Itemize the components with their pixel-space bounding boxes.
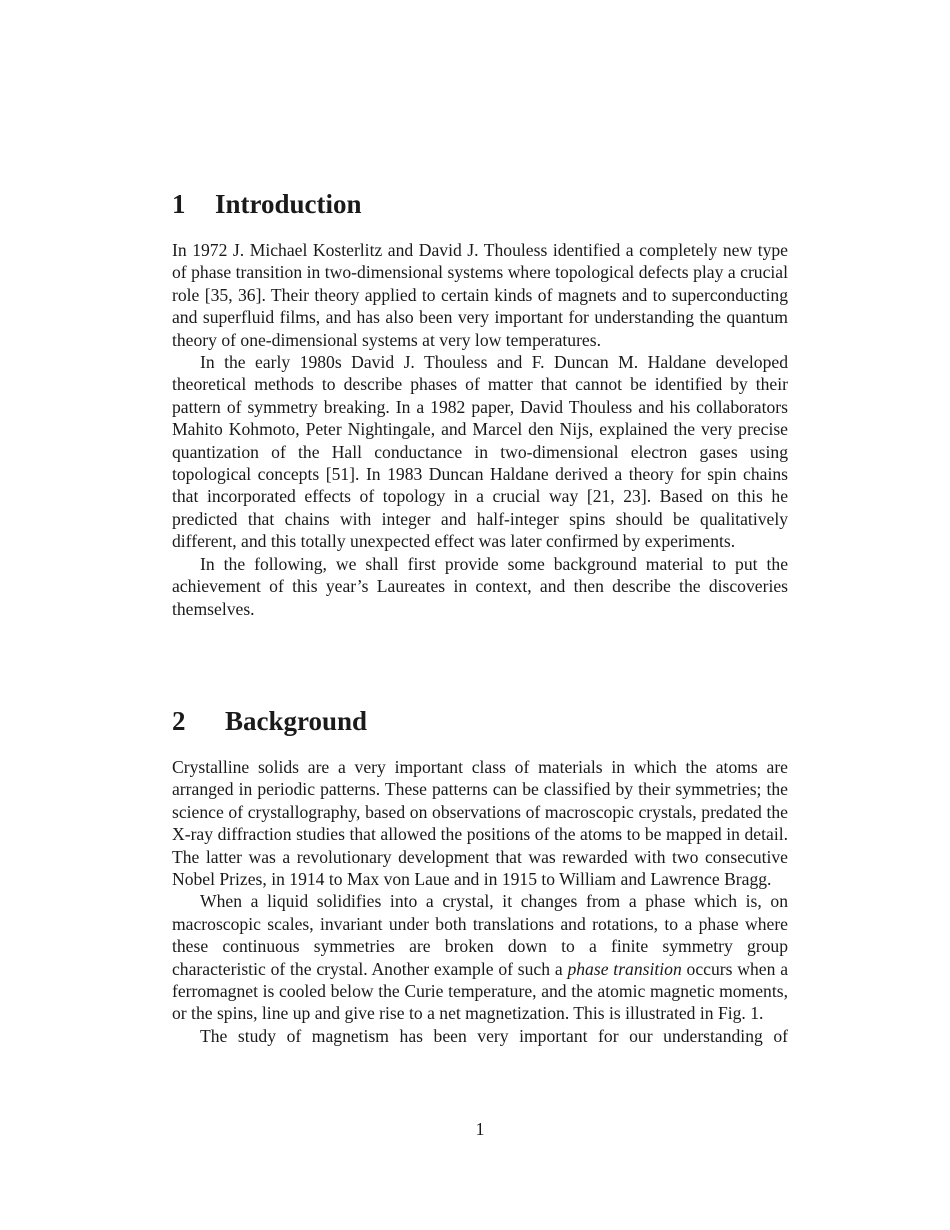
paragraph: The study of magnetism has been very important for our understanding of: [200, 1025, 788, 1046]
page-number: 1: [475, 1119, 485, 1139]
introduction-body: [172, 239, 788, 620]
paragraph-text: occurs when a ferromagnet is cooled below the Curie temperature, and the atomic magnetic moments, or the spins, line up and give rise to a net magnetization. This is illustrated in Fig. 1.: [172, 958, 788, 1024]
paragraph: Crystalline solids are a very important class of materials in which the atoms are arranged in periodic patterns. These patterns can be classified by their symmetries; the science of crystallography, based on observations of macroscopic crystals, predated the X-ray diffraction studies that allowed the positions of the atoms to be mapped in detail. The latter was a revolutionary development that was rewarded with two consecutive Nobel Prizes, in 1914 to Max von Laue and in 1915 to William and Lawrence Bragg.: [172, 757, 788, 890]
section-heading-introduction: [172, 189, 362, 219]
paragraph: In the following, we shall first provide some background material to put the achievement of this year’s Laureates in context, and then describe the discoveries themselves.: [172, 553, 788, 619]
paragraph: [172, 890, 788, 1024]
paragraph-text: When a liquid solidifies into a crystal, it changes from a phase which is, on macroscopic scales, invariant under both translations and rotations, to a phase where these continuous symmetries are broken down to a finite symmetry group characteristic of the crystal. Another example of such a: [172, 891, 788, 979]
background-body: [172, 756, 788, 1047]
section-heading-background: [172, 706, 367, 736]
section-title: Background: [225, 706, 368, 736]
section-title: Introduction: [215, 189, 362, 219]
emphasis-text: phase transition: [567, 958, 682, 979]
section-number: 1: [172, 189, 186, 219]
paragraph: In the early 1980s David J. Thouless and F. Duncan M. Haldane developed theoretical methods to describe phases of matter that cannot be identified by their pattern of symmetry breaking. In a 1982 paper, David Thouless and his collaborators Mahito Kohmoto, Peter Nightingale, and Marcel den Nijs, explained the very precise quantization of the Hall conductance in two-dimensional electron gases using topological concepts [51]. In 1983 Duncan Haldane derived a theory for spin chains that incorporated effects of topology in a crucial way [21, 23]. Based on this he predicted that chains with integer and half-integer spins should be qualitatively different, and this totally unexpected effect was later confirmed by experiments.: [172, 352, 788, 552]
section-number: 2: [172, 706, 186, 736]
paragraph: In 1972 J. Michael Kosterlitz and David J. Thouless identified a completely new type of phase transition in two-dimensional systems where topological defects play a crucial role [35, 36]. Their theory applied to certain kinds of magnets and to superconducting and superfluid films, and has also been very important for understanding the quantum theory of one-dimensional systems at very low temperatures.: [172, 240, 788, 350]
